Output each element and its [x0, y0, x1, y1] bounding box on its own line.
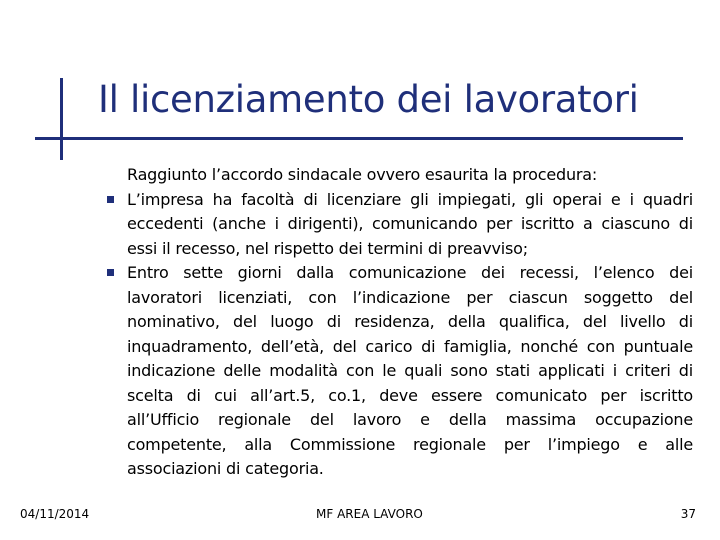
- footer-center-text: MF AREA LAVORO: [316, 507, 423, 521]
- page-number: 37: [680, 507, 696, 521]
- square-bullet-icon: [107, 269, 114, 276]
- bullet-text: Entro sette giorni dalla comunicazione dei recessi, l’elenco dei lavoratori licenziati, con l’indicazione per ciascun soggetto del nominativo, del luogo di residenza, della qualifica, del livello di inquadramento, dell’età, del carico di famiglia, nonché con puntuale indicazione delle modalità con le quali sono stati applicati i criteri di scelta di cui all’art.5, co.1, deve essere comunicato per iscritto all’Ufficio regionale del lavoro e della massima occupazione competente, alla Commissione regionale per l’impiego e alle associazioni di categoria.: [127, 263, 693, 478]
- slide-title: Il licenziamento dei lavoratori: [98, 78, 639, 121]
- slide-body: [127, 163, 693, 482]
- bullet-item: [127, 188, 693, 262]
- title-horizontal-rule: [35, 137, 683, 140]
- title-vertical-rule: [60, 78, 63, 160]
- bullet-list: [127, 188, 693, 482]
- footer-date: 04/11/2014: [20, 507, 90, 521]
- bullet-text: L’impresa ha facoltà di licenziare gli impiegati, gli operai e i quadri eccedenti (anche i dirigenti), comunicando per iscritto a ciascuno di essi il recesso, nel rispetto dei termini di preavviso;: [127, 189, 693, 258]
- square-bullet-icon: [107, 196, 114, 203]
- intro-text: Raggiunto l’accordo sindacale ovvero esaurita la procedura:: [127, 165, 598, 184]
- bullet-item: [127, 261, 693, 482]
